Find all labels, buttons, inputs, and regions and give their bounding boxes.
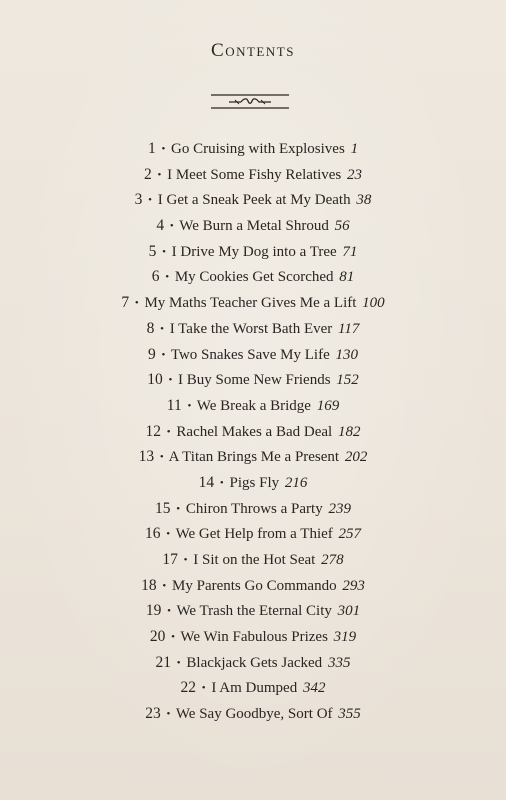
chapter-number: 20 bbox=[149, 628, 166, 646]
chapter-page-number: 301 bbox=[337, 603, 361, 620]
chapter-number: 10 bbox=[147, 371, 163, 389]
chapter-number: 16 bbox=[144, 525, 161, 543]
chapter-title: Two Snakes Save My Life bbox=[170, 346, 330, 363]
toc-entry bbox=[0, 521, 506, 547]
toc-entry bbox=[0, 342, 506, 368]
toc-entry bbox=[0, 239, 506, 265]
bullet-separator: • bbox=[166, 528, 171, 541]
chapter-title: Chiron Throws a Party bbox=[185, 500, 323, 517]
chapter-title: I Meet Some Fishy Relatives bbox=[167, 166, 342, 183]
chapter-title: We Trash the Eternal City bbox=[176, 603, 332, 620]
chapter-title: My Cookies Get Scorched bbox=[174, 269, 334, 286]
chapter-page-number: 152 bbox=[336, 372, 359, 389]
toc-entry bbox=[0, 316, 506, 342]
bullet-separator: • bbox=[165, 271, 170, 284]
bullet-separator: • bbox=[162, 579, 167, 592]
chapter-page-number: 257 bbox=[338, 526, 362, 543]
toc-entry bbox=[0, 547, 506, 573]
chapter-page-number: 71 bbox=[342, 243, 358, 260]
bullet-separator: • bbox=[134, 297, 139, 310]
chapter-page-number: 81 bbox=[339, 269, 355, 286]
bullet-separator: • bbox=[162, 245, 166, 258]
toc-entry bbox=[0, 213, 506, 239]
chapter-number: 8 bbox=[146, 319, 155, 337]
chapter-number: 1 bbox=[147, 140, 156, 157]
chapter-title: We Burn a Metal Shroud bbox=[179, 218, 329, 235]
chapter-number: 7 bbox=[121, 294, 130, 312]
chapter-number: 23 bbox=[145, 705, 161, 723]
toc-entry bbox=[0, 496, 506, 522]
page-title: Contents bbox=[211, 40, 295, 61]
toc-entry bbox=[0, 419, 506, 445]
bullet-separator: • bbox=[168, 374, 173, 387]
chapter-title: I Take the Worst Bath Ever bbox=[169, 320, 333, 337]
chapter-title: Pigs Fly bbox=[229, 474, 280, 491]
chapter-title: I Get a Sneak Peek at My Death bbox=[157, 192, 351, 209]
bullet-separator: • bbox=[187, 399, 192, 412]
chapter-title: We Win Fabulous Prizes bbox=[180, 629, 328, 646]
toc-entry bbox=[0, 264, 506, 290]
chapter-title: My Maths Teacher Gives Me a Lift bbox=[144, 295, 357, 312]
chapter-title: I Buy Some New Friends bbox=[178, 372, 331, 389]
decorative-divider-icon bbox=[211, 92, 289, 112]
chapter-page-number: 23 bbox=[347, 166, 362, 183]
chapter-page-number: 355 bbox=[338, 706, 361, 723]
chapter-title: Rachel Makes a Bad Deal bbox=[176, 423, 333, 440]
chapter-title: A Titan Brings Me a Present bbox=[168, 449, 340, 466]
chapter-page-number: 335 bbox=[327, 654, 351, 671]
chapter-title: I Am Dumped bbox=[211, 680, 298, 697]
bullet-separator: • bbox=[161, 143, 166, 155]
bullet-separator: • bbox=[176, 502, 181, 515]
toc-entry bbox=[0, 701, 506, 727]
toc-entry bbox=[0, 470, 506, 496]
chapter-number: 2 bbox=[143, 165, 152, 183]
chapter-page-number: 38 bbox=[356, 192, 372, 209]
bullet-separator: • bbox=[160, 322, 164, 335]
chapter-page-number: 293 bbox=[342, 577, 365, 594]
toc-entry bbox=[0, 624, 506, 650]
chapter-number: 12 bbox=[145, 422, 162, 440]
bullet-separator: • bbox=[169, 220, 174, 233]
chapter-number: 22 bbox=[180, 679, 197, 697]
toc-entry bbox=[0, 573, 506, 599]
toc-entry bbox=[0, 598, 506, 624]
toc-entry bbox=[0, 367, 506, 393]
chapter-title: I Drive My Dog into a Tree bbox=[171, 243, 337, 260]
chapter-number: 19 bbox=[145, 602, 162, 620]
bullet-separator: • bbox=[201, 682, 206, 695]
bullet-separator: • bbox=[166, 425, 171, 438]
chapter-number: 3 bbox=[134, 191, 143, 209]
bullet-separator: • bbox=[183, 554, 188, 566]
chapter-title: My Parents Go Commando bbox=[172, 577, 337, 594]
chapter-number: 18 bbox=[141, 576, 157, 594]
chapter-page-number: 182 bbox=[337, 423, 361, 440]
toc-entry bbox=[0, 675, 506, 701]
chapter-page-number: 216 bbox=[284, 474, 308, 491]
chapter-page-number: 117 bbox=[338, 320, 360, 337]
toc-entry bbox=[0, 187, 506, 213]
toc-entry bbox=[0, 136, 506, 162]
chapter-title: We Break a Bridge bbox=[196, 397, 311, 414]
chapter-title: I Sit on the Hot Seat bbox=[193, 552, 316, 568]
chapter-number: 6 bbox=[151, 268, 160, 286]
chapter-page-number: 169 bbox=[316, 397, 340, 414]
chapter-number: 11 bbox=[166, 396, 182, 414]
bullet-separator: • bbox=[157, 168, 162, 181]
bullet-separator: • bbox=[219, 476, 224, 489]
chapter-page-number: 319 bbox=[333, 629, 357, 646]
bullet-separator: • bbox=[176, 656, 181, 669]
chapter-page-number: 202 bbox=[344, 449, 368, 466]
chapter-page-number: 278 bbox=[321, 552, 344, 568]
chapter-number: 4 bbox=[156, 217, 165, 235]
bullet-separator: • bbox=[171, 631, 175, 644]
bullet-separator: • bbox=[161, 348, 166, 361]
chapter-title: We Say Goodbye, Sort Of bbox=[175, 706, 333, 723]
toc-entry bbox=[0, 162, 506, 188]
toc-entry bbox=[0, 650, 506, 676]
chapter-page-number: 1 bbox=[350, 141, 359, 157]
toc-entry bbox=[0, 444, 506, 470]
toc-entry bbox=[0, 290, 506, 316]
bullet-separator: • bbox=[159, 451, 164, 464]
chapter-number: 15 bbox=[155, 499, 171, 517]
chapter-page-number: 130 bbox=[335, 346, 358, 363]
chapter-title: Blackjack Gets Jacked bbox=[186, 654, 323, 671]
bullet-separator: • bbox=[167, 605, 171, 618]
toc-entry bbox=[0, 393, 506, 419]
chapter-number: 17 bbox=[162, 551, 178, 568]
chapter-title: Go Cruising with Explosives bbox=[171, 141, 345, 157]
chapter-number: 9 bbox=[147, 345, 156, 363]
contents-list bbox=[0, 136, 506, 727]
chapter-page-number: 342 bbox=[302, 680, 326, 697]
chapter-number: 14 bbox=[198, 473, 215, 491]
chapter-page-number: 56 bbox=[334, 218, 350, 235]
chapter-page-number: 100 bbox=[362, 295, 385, 312]
chapter-title: We Get Help from a Thief bbox=[175, 526, 333, 543]
chapter-page-number: 239 bbox=[328, 500, 351, 517]
bullet-separator: • bbox=[166, 708, 171, 721]
chapter-number: 13 bbox=[138, 448, 155, 466]
chapter-number: 21 bbox=[155, 653, 172, 671]
chapter-number: 5 bbox=[148, 242, 157, 260]
bullet-separator: • bbox=[148, 194, 152, 207]
